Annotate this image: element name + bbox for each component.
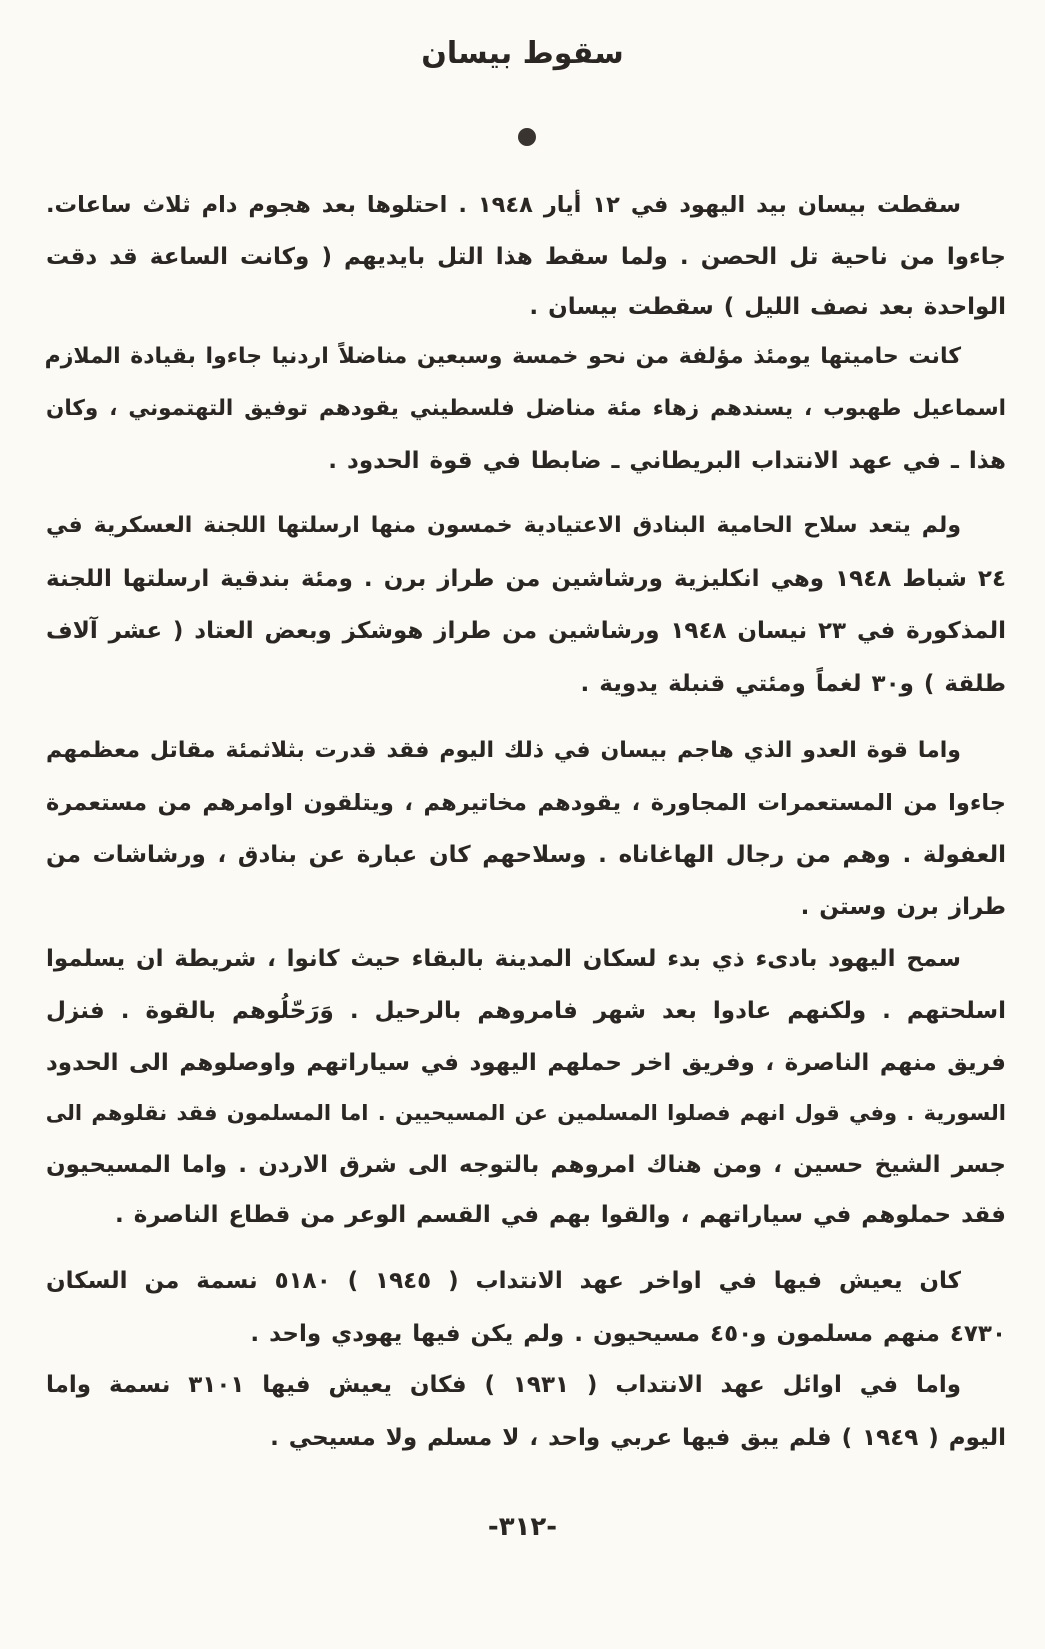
page-number: -٣١٢-: [487, 1512, 558, 1542]
text-line: سقطت بيسان بيد اليهود في ١٢ أيار ١٩٤٨ . احتلوها بعد هجوم دام ثلاث ساعات.: [46, 192, 962, 218]
text-line: جسر الشيخ حسين ، ومن هناك امروهم بالتوجه الى شرق الاردن . واما المسيحيون: [46, 1152, 1006, 1178]
bullet-ornament: [518, 128, 536, 146]
text-line: اسلحتهم . ولكنهم عادوا بعد شهر فامروهم بالرحيل . وَرَحّلُوهم بالقوة . فنزل: [46, 998, 1006, 1024]
text-line: هذا ـ في عهد الانتداب البريطاني ـ ضابطا في قوة الحدود .: [328, 448, 1006, 474]
text-line: ٤٧٣٠ منهم مسلمون و٤٥٠ مسيحيون . ولم يكن فيها يهودي واحد .: [250, 1321, 1006, 1347]
text-line: طلقة ) و٣٠ لغماً ومئتي قنبلة يدوية .: [580, 671, 1006, 697]
page-title: سقوط بيسان: [421, 36, 624, 71]
text-line: كانت حاميتها يومئذ مؤلفة من نحو خمسة وسبعين مناضلاً اردنيا جاءوا بقيادة الملازم: [44, 344, 961, 369]
text-line: ولم يتعد سلاح الحامية البنادق الاعتيادية خمسون منها ارسلتها اللجنة العسكرية في: [46, 513, 961, 538]
text-line: اسماعيل طهبوب ، يسندهم زهاء مئة مناضل فلسطيني يقودهم توفيق التهتموني ، وكان: [46, 396, 1006, 421]
text-line: فقد حملوهم في سياراتهم ، والقوا بهم في القسم الوعر من قطاع الناصرة .: [115, 1202, 1006, 1228]
text-line: طراز برن وستن .: [800, 894, 1006, 920]
text-line: سمح اليهود بادىء ذي بدء لسكان المدينة بالبقاء حيث كانوا ، شريطة ان يسلموا: [46, 946, 961, 972]
text-line: السورية . وفي قول انهم فصلوا المسلمين عن المسيحيين . اما المسلمون فقد نقلوهم الى: [45, 1101, 1006, 1125]
text-line: العفولة . وهم من رجال الهاغاناه . وسلاحهم كان عبارة عن بنادق ، ورشاشات من: [46, 842, 1006, 868]
text-line: الواحدة بعد نصف الليل ) سقطت بيسان .: [529, 294, 1006, 320]
text-line: اليوم ( ١٩٤٩ ) فلم يبق فيها عربي واحد ، لا مسلم ولا مسيحي .: [270, 1425, 1006, 1451]
text-line: جاءوا من ناحية تل الحصن . ولما سقط هذا التل بايديهم ( وكانت الساعة قد دقت: [46, 244, 1006, 270]
text-line: ٢٤ شباط ١٩٤٨ وهي انكليزية ورشاشين من طراز برن . ومئة بندقية ارسلتها اللجنة: [46, 566, 1006, 592]
text-line: جاءوا من المستعمرات المجاورة ، يقودهم مخاتيرهم ، ويتلقون اوامرهم من مستعمرة: [46, 790, 1006, 816]
text-line: المذكورة في ٢٣ نيسان ١٩٤٨ ورشاشين من طراز هوشكز وبعض العتاد ( عشر آلاف: [46, 618, 1006, 644]
text-line: فريق منهم الناصرة ، وفريق اخر حملهم اليهود في سياراتهم واوصلوهم الى الحدود: [46, 1050, 1006, 1076]
text-line: كان يعيش فيها في اواخر عهد الانتداب ( ١٩٤٥ ) ٥١٨٠ نسمة من السكان: [46, 1268, 962, 1294]
text-line: واما في اوائل عهد الانتداب ( ١٩٣١ ) فكان يعيش فيها ٣١٠١ نسمة واما: [46, 1372, 962, 1398]
text-line: واما قوة العدو الذي هاجم بيسان في ذلك اليوم فقد قدرت بثلاثمئة مقاتل معظمهم: [46, 738, 961, 763]
